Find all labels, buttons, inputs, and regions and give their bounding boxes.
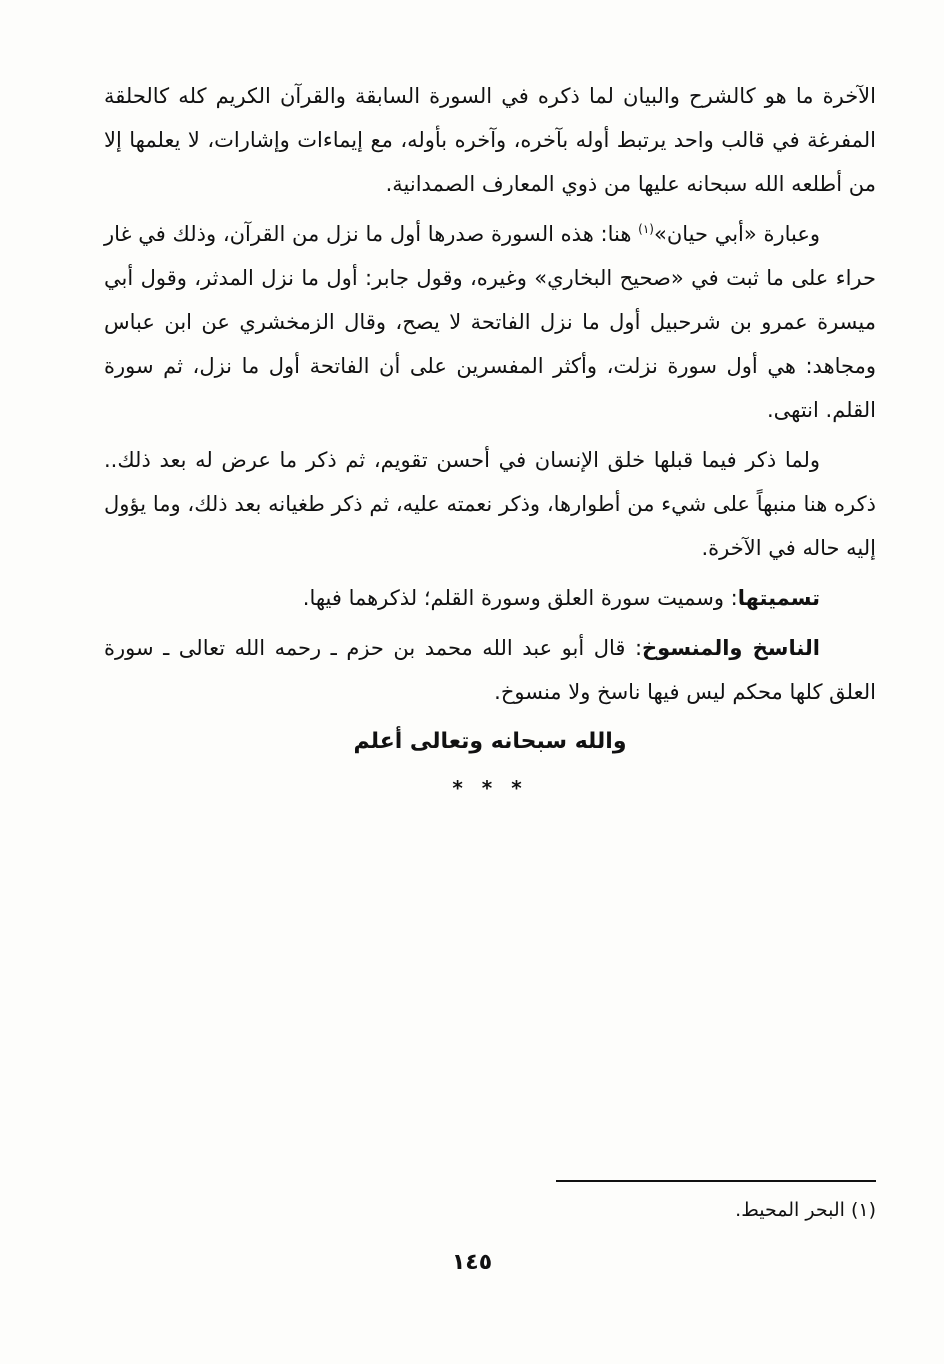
main-text-block xyxy=(104,74,876,810)
paragraph-2-text-rest: هنا: هذه السورة صدرها أول ما نزل من القرآن، وذلك في غار حراء على ما ثبت في «صحيح البخاري» وغيره، وقول جابر: أول ما نزل المدثر، وقول أبي ميسرة عمرو بن شرحبيل أول ما نزل الفاتحة لا يصح، وقال الزمخشري عن ابن عباس ومجاهد: هي أول سورة نزلت، وأكثر المفسرين على أن الفاتحة أول ما نزل، ثم سورة القلم. انتهى. xyxy=(104,222,876,422)
paragraph-abrogation xyxy=(104,626,876,714)
footnote-reference: (١) xyxy=(638,222,654,236)
paragraph-2-text-start: وعبارة «أبي حيان» xyxy=(653,222,821,246)
paragraph-3-text: ولما ذكر فيما قبلها خلق الإنسان في أحسن تقويم، ثم ذكر ما عرض له بعد ذلك.. ذكره هنا منبهاً على شيء من أطوارها، وذكر نعمته عليه، ثم ذكر طغيانه بعد ذلك، وما يؤول إليه حاله في الآخرة. xyxy=(104,448,876,560)
section-end-stars: * * * xyxy=(452,776,528,800)
paragraph-naming xyxy=(104,576,876,620)
abrogation-text: : قال أبو عبد الله محمد بن حزم ـ رحمه الله تعالى ـ سورة العلق كلها محكم ليس فيها ناسخ ولا منسوخ. xyxy=(104,636,876,704)
page-number: ١٤٥ xyxy=(451,1250,493,1275)
paragraph-3 xyxy=(104,438,876,570)
closing-phrase: والله سبحانه وتعالى أعلم xyxy=(353,729,627,754)
footnote-marker: (١) xyxy=(850,1199,876,1221)
paragraph-2 xyxy=(104,212,876,432)
naming-text: : وسميت سورة العلق وسورة القلم؛ لذكرهما فيها. xyxy=(302,586,738,610)
naming-heading: تسميتها xyxy=(737,586,820,610)
footnote-divider xyxy=(556,1180,876,1182)
footnote xyxy=(556,1196,876,1224)
footnote-text: البحر المحيط. xyxy=(735,1199,845,1221)
abrogation-heading: الناسخ والمنسوخ xyxy=(642,636,820,660)
paragraph-1-text: الآخرة ما هو كالشرح والبيان لما ذكره في السورة السابقة والقرآن الكريم كله كالحلقة المفرغة في قالب واحد يرتبط أوله بآخره، وآخره بأوله، مع إيماءات وإشارات، لا يعلمها إلا من أطلعه الله سبحانه عليها من ذوي المعارف الصمدانية. xyxy=(104,84,876,196)
paragraph-1 xyxy=(104,74,876,206)
